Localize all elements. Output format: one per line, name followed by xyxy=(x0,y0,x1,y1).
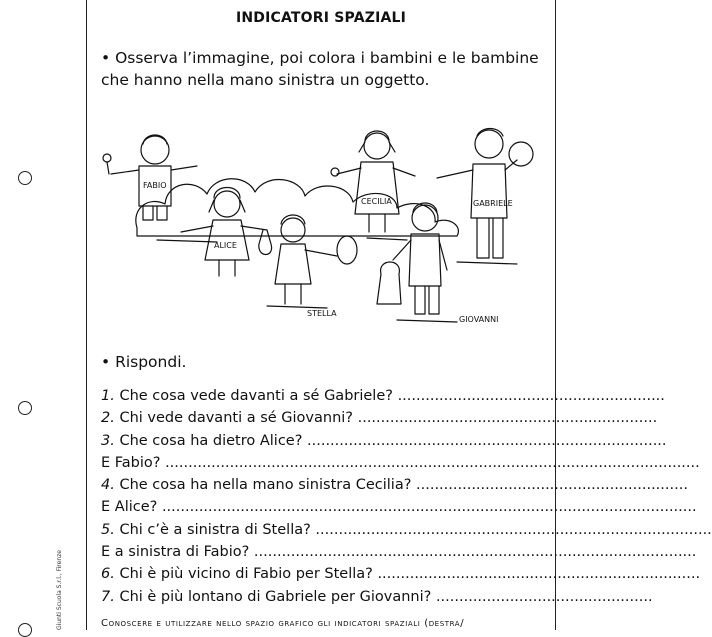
respond-heading: • Rispondi. xyxy=(101,353,187,371)
label-alice: ALICE xyxy=(214,241,237,250)
question-line: 7. Chi è più lontano di Gabriele per Giovanni? ............................................... xyxy=(101,588,653,605)
question-text: Chi vede davanti a sé Giovanni? ................................................................. xyxy=(114,410,658,427)
question-line xyxy=(101,452,700,474)
question-text: Che cosa ha dietro Alice? .............................................................................. xyxy=(114,432,667,449)
question-line: 3. Che cosa ha dietro Alice? .............................................................................. xyxy=(101,432,667,449)
publisher-note: Giunti Scuola S.r.l., Firenze xyxy=(56,550,63,630)
child-gabriele xyxy=(437,129,533,259)
worksheet xyxy=(86,0,712,630)
question-text: Che cosa vede davanti a sé Gabriele? .......................................................... xyxy=(114,388,665,404)
bushes-outline xyxy=(136,179,459,236)
page-title: INDICATORI SPAZIALI xyxy=(235,10,407,26)
question-text: Chi è più lontano di Gabriele per Giovanni? ............................................... xyxy=(114,588,653,605)
children-illustration xyxy=(97,108,547,348)
binder-hole-top xyxy=(18,171,32,185)
question-line: 4. Che cosa ha nella mano sinistra Cecilia? ........................................................... xyxy=(101,477,688,494)
question-text: Chi è più vicino di Fabio per Stella? ...................................................................... xyxy=(114,566,701,583)
footer-objective: Conoscere e utilizzare nello spazio grafico gli indicatori spaziali (destra/ xyxy=(101,618,465,629)
child-fabio xyxy=(103,135,197,220)
binder-hole-bottom xyxy=(18,623,32,637)
question-text: E Alice? .................................................................................................................... xyxy=(101,499,697,516)
question-text: Chi c’è a sinistra di Stella? ...................................................................................... xyxy=(114,521,712,538)
label-fabio: FABIO xyxy=(143,181,167,190)
question-text: Che cosa ha nella mano sinistra Cecilia? ........................................................... xyxy=(114,477,688,494)
question-line xyxy=(101,541,697,563)
question-text: E Fabio? .................................................................................................................... xyxy=(101,454,700,471)
label-cecilia: CECILIA xyxy=(361,197,392,206)
instruction-text: • Osserva l’immagine, poi colora i bambini e le bambine che hanno nella mano sinistra un oggetto. xyxy=(101,49,539,89)
question-line: 5. Chi c’è a sinistra di Stella? ...................................................................................... xyxy=(101,521,712,538)
child-giovanni xyxy=(377,203,447,314)
question-line: 1. Che cosa vede davanti a sé Gabriele? .......................................................... xyxy=(101,388,665,404)
label-gabriele: GABRIELE xyxy=(473,199,513,208)
label-giovanni: GIOVANNI xyxy=(459,315,499,324)
child-cecilia xyxy=(331,131,415,232)
question-list xyxy=(101,385,712,608)
binder-hole-middle xyxy=(18,401,32,415)
question-text: E a sinistra di Fabio? ................................................................................................ xyxy=(101,544,697,561)
child-alice xyxy=(181,188,272,277)
question-line: 6. Chi è più vicino di Fabio per Stella? ...................................................................... xyxy=(101,566,701,583)
label-stella: STELLA xyxy=(307,309,337,318)
child-stella xyxy=(275,215,357,304)
question-line: 2. Chi vede davanti a sé Giovanni? ................................................................. xyxy=(101,410,658,427)
question-line xyxy=(101,496,697,518)
